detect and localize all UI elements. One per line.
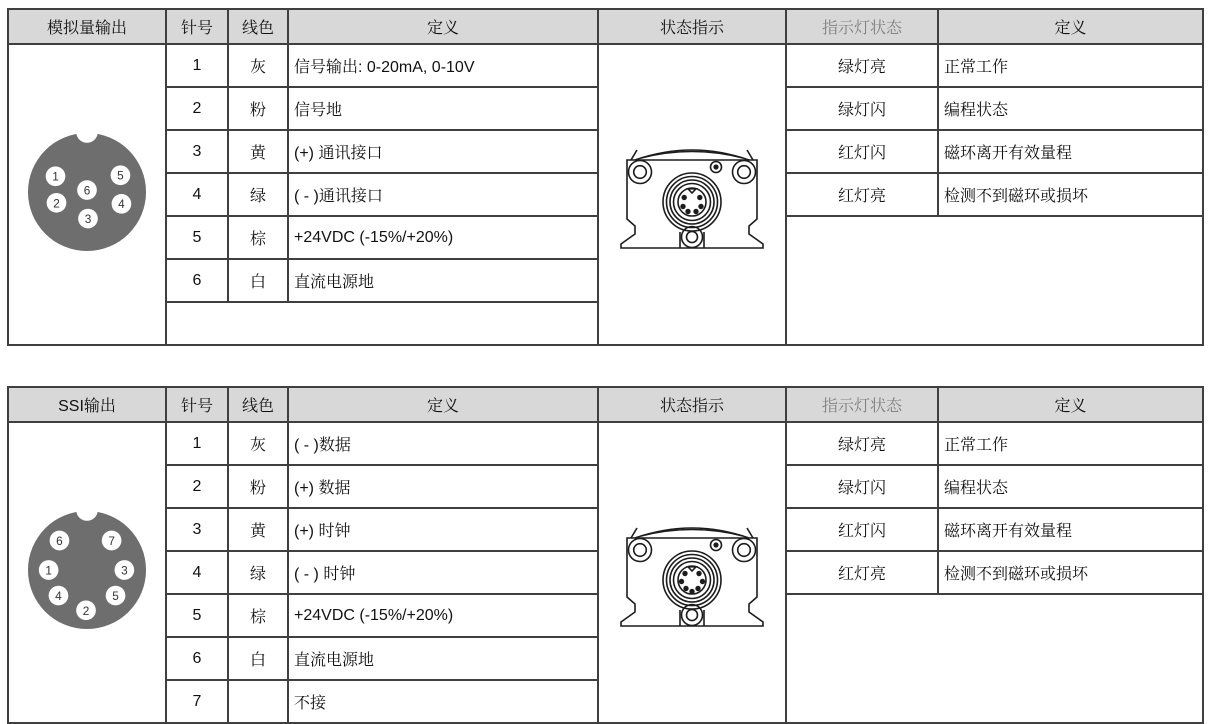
header-definition: 定义 (288, 387, 598, 422)
pin-cell: 5 (166, 216, 228, 259)
wire-cell: 绿 (228, 551, 288, 594)
header-led-definition: 定义 (938, 387, 1203, 422)
pin-cell: 1 (166, 422, 228, 465)
led-state-cell: 红灯亮 (786, 173, 938, 216)
table-header-row (8, 9, 1203, 44)
led-state-cell: 红灯闪 (786, 130, 938, 173)
led-state-cell: 绿灯亮 (786, 422, 938, 465)
empty-cell (166, 302, 598, 345)
header-status-indicator: 状态指示 (598, 9, 786, 44)
header-wire-color: 线色 (228, 9, 288, 44)
bottom-bolt-icon (680, 227, 704, 249)
wire-cell: 灰 (228, 44, 288, 87)
connector-7pin-diagram-icon (26, 509, 148, 631)
table-header-row (8, 387, 1203, 422)
ssi-output-table (7, 386, 1204, 724)
led-definition-cell: 编程状态 (938, 465, 1203, 508)
table-title: 模拟量输出 (8, 9, 166, 44)
wire-cell (228, 680, 288, 723)
pin-cell: 5 (166, 594, 228, 637)
bottom-bolt-icon (680, 605, 704, 627)
svg-text:3: 3 (84, 211, 92, 226)
header-led-definition: 定义 (938, 9, 1203, 44)
led-definition-cell: 检测不到磁环或损坏 (938, 173, 1203, 216)
svg-text:7: 7 (108, 533, 115, 548)
svg-text:1: 1 (52, 169, 59, 184)
header-led-state: 指示灯状态 (786, 9, 938, 44)
header-pin: 针号 (166, 387, 228, 422)
wire-cell: 粉 (228, 465, 288, 508)
wire-cell: 黄 (228, 508, 288, 551)
pin-cell: 4 (166, 173, 228, 216)
definition-cell: ( - ) 时钟 (288, 551, 598, 594)
sensor-head-drawing-icon (616, 133, 768, 251)
pin-cell: 2 (166, 87, 228, 130)
definition-cell: ( - )通讯接口 (288, 173, 598, 216)
pin-cell: 4 (166, 551, 228, 594)
led-definition-cell: 编程状态 (938, 87, 1203, 130)
led-state-cell: 红灯闪 (786, 508, 938, 551)
connector-6pin-diagram-icon (26, 131, 148, 253)
definition-cell: 直流电源地 (288, 259, 598, 302)
led-state-cell: 红灯亮 (786, 551, 938, 594)
svg-text:4: 4 (118, 197, 125, 212)
led-definition-cell: 正常工作 (938, 422, 1203, 465)
definition-cell: 信号输出: 0-20mA, 0-10V (288, 44, 598, 87)
definition-cell: 信号地 (288, 87, 598, 130)
wire-cell: 白 (228, 637, 288, 680)
wire-cell: 白 (228, 259, 288, 302)
svg-text:6: 6 (56, 533, 63, 548)
svg-text:4: 4 (55, 589, 62, 604)
connector-socket-icon (663, 551, 721, 609)
led-state-cell: 绿灯亮 (786, 44, 938, 87)
svg-text:3: 3 (121, 563, 128, 578)
pin-cell: 6 (166, 259, 228, 302)
table-row (8, 422, 1203, 465)
led-definition-cell: 磁环离开有效量程 (938, 508, 1203, 551)
wire-cell: 棕 (228, 594, 288, 637)
definition-cell: 直流电源地 (288, 637, 598, 680)
led-definition-cell: 正常工作 (938, 44, 1203, 87)
led-state-cell: 绿灯闪 (786, 87, 938, 130)
header-led-state: 指示灯状态 (786, 387, 938, 422)
definition-cell: (+) 通讯接口 (288, 130, 598, 173)
header-wire-color: 线色 (228, 387, 288, 422)
wire-cell: 棕 (228, 216, 288, 259)
connector-socket-icon (663, 173, 721, 231)
led-state-cell: 绿灯闪 (786, 465, 938, 508)
pin-cell: 7 (166, 680, 228, 723)
header-definition: 定义 (288, 9, 598, 44)
definition-cell: ( - )数据 (288, 422, 598, 465)
definition-cell: 不接 (288, 680, 598, 723)
pin-cell: 2 (166, 465, 228, 508)
empty-cell (786, 594, 1203, 723)
svg-text:2: 2 (82, 603, 90, 618)
empty-cell (786, 216, 1203, 345)
status-image-cell (598, 44, 786, 345)
pin-cell: 3 (166, 508, 228, 551)
svg-text:1: 1 (45, 563, 52, 578)
table-title: SSI输出 (8, 387, 166, 422)
svg-text:6: 6 (83, 183, 91, 198)
wire-cell: 绿 (228, 173, 288, 216)
led-indicator-icon (711, 162, 722, 173)
svg-text:2: 2 (53, 196, 60, 211)
pin-cell: 3 (166, 130, 228, 173)
connector-pinout-cell (8, 44, 166, 345)
wire-cell: 灰 (228, 422, 288, 465)
definition-cell: +24VDC (-15%/+20%) (288, 594, 598, 637)
status-image-cell (598, 422, 786, 723)
pin-cell: 1 (166, 44, 228, 87)
definition-cell: +24VDC (-15%/+20%) (288, 216, 598, 259)
led-indicator-icon (711, 540, 722, 551)
table-row (8, 44, 1203, 87)
led-definition-cell: 检测不到磁环或损坏 (938, 551, 1203, 594)
svg-text:5: 5 (112, 589, 119, 604)
sensor-head-drawing-icon (616, 511, 768, 629)
wire-cell: 粉 (228, 87, 288, 130)
definition-cell: (+) 时钟 (288, 508, 598, 551)
analog-output-table (7, 8, 1204, 346)
definition-cell: (+) 数据 (288, 465, 598, 508)
svg-text:5: 5 (117, 168, 124, 183)
connector-pinout-cell (8, 422, 166, 723)
led-definition-cell: 磁环离开有效量程 (938, 130, 1203, 173)
wire-cell: 黄 (228, 130, 288, 173)
header-status-indicator: 状态指示 (598, 387, 786, 422)
pin-cell: 6 (166, 637, 228, 680)
header-pin: 针号 (166, 9, 228, 44)
